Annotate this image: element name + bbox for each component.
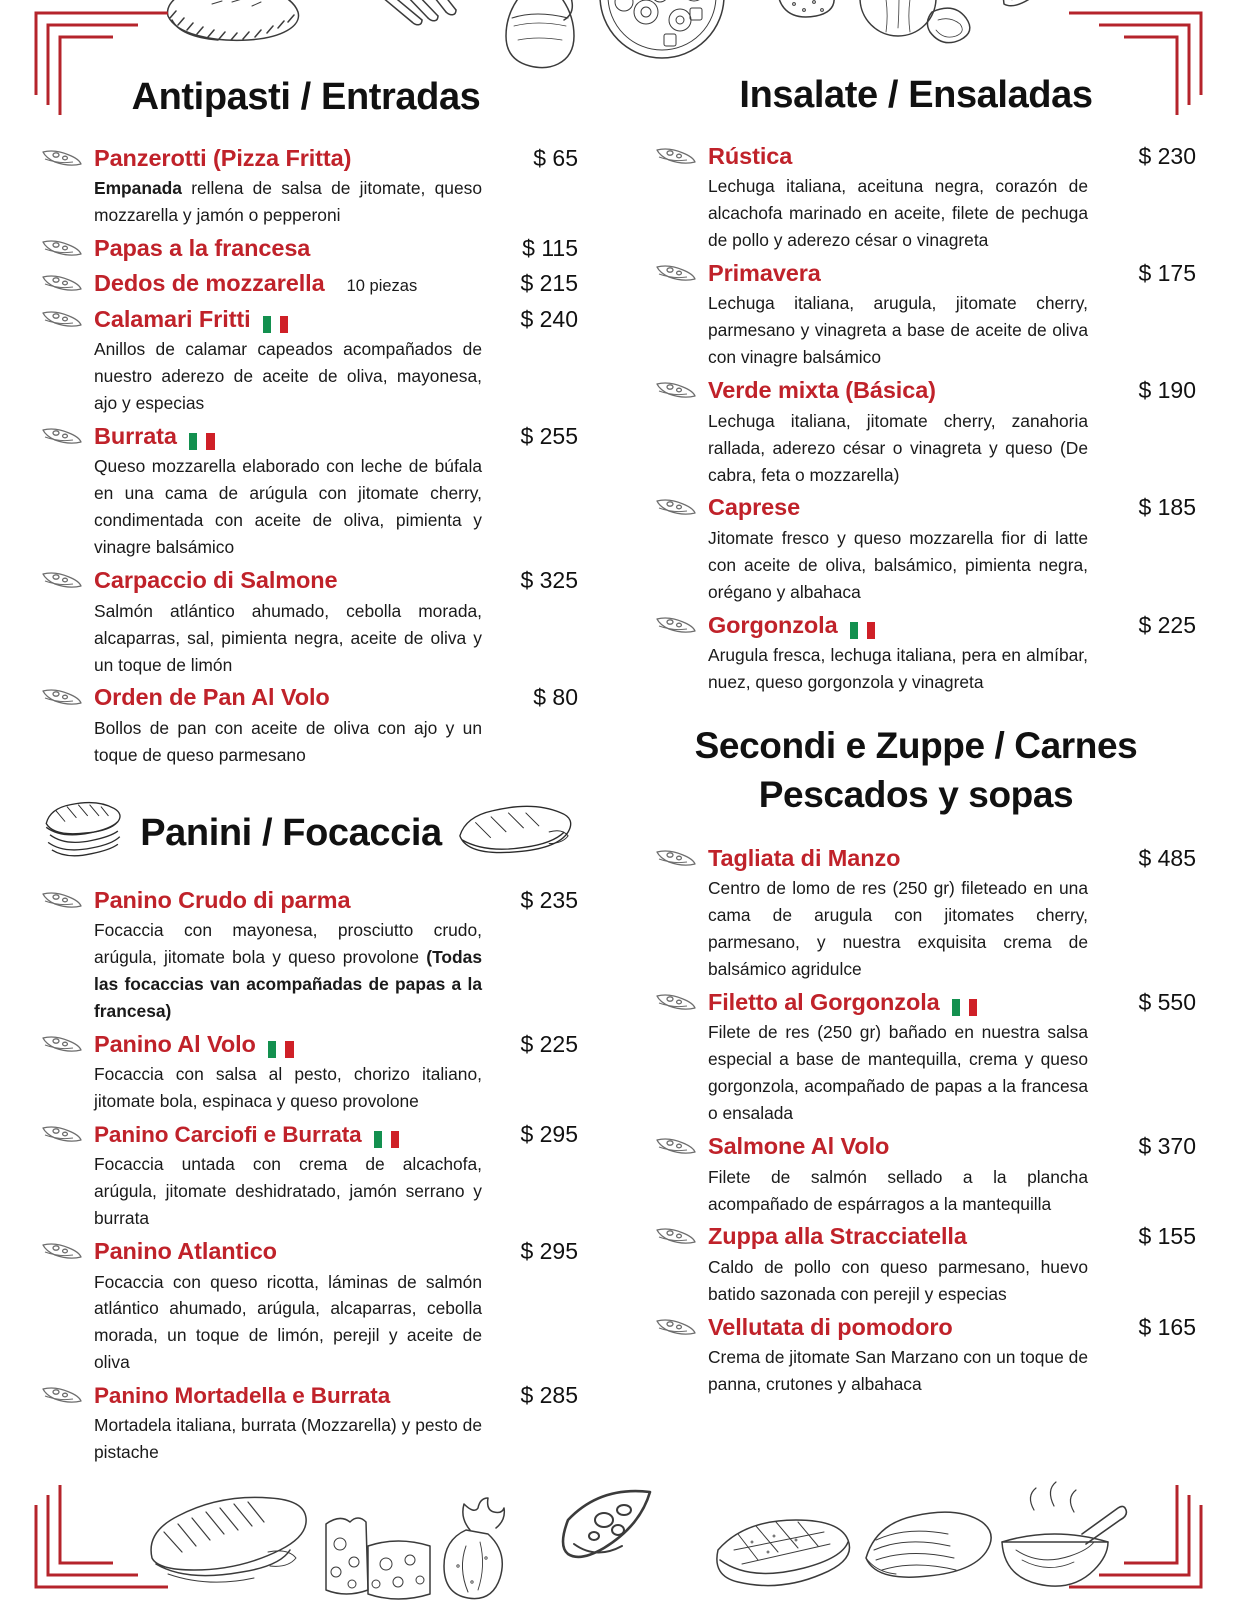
panini-sandwich-icon [40,799,126,870]
item-price: $ 255 [520,422,578,449]
pizza-slice-bullet-icon [40,1239,84,1261]
item-price: $ 155 [1138,1223,1196,1250]
item-name: Rústica [708,142,793,169]
italian-flag-icon [952,999,978,1016]
menu-item[interactable] [34,1118,578,1232]
item-price: $ 285 [520,1382,578,1409]
menu-item[interactable] [34,884,578,1025]
item-price: $ 235 [520,886,578,913]
menu-item[interactable] [636,140,1196,254]
item-price: $ 325 [520,567,578,594]
item-description: Lechuga italiana, arugula, jitomate cherry, parmesano y vinagreta a base de aceite de oliva con vinagre balsámico [708,293,1088,368]
menu-item[interactable] [34,267,578,300]
pizza-slice-bullet-icon [40,1032,84,1054]
item-description: Anillos de calamar capeados acompañados de nuestro aderezo de aceite de oliva, mayonesa, ajo y especias [94,339,482,413]
item-name: Vellutata di pomodoro [708,1313,953,1340]
item-price: $ 80 [533,684,578,711]
section-header-panini [34,799,578,870]
menu-item[interactable] [34,564,578,678]
item-description: Focaccia con queso ricotta, láminas de salmón atlántico ahumado, arúgula, alcaparras, cebolla morada, un toque de limón, perejil y aceite de oliva [94,1271,482,1373]
left-column [0,0,618,1600]
pizza-slice-bullet-icon [654,990,698,1012]
italian-flag-icon [268,1041,294,1058]
menu-item[interactable] [34,681,578,768]
item-name: Papas a la francesa [94,234,311,261]
section-title-antipasti: Antipasti / Entradas [131,76,481,118]
item-description: Filete de salmón sellado a la plancha acompañado de espárragos a la mantequilla [708,1166,1088,1214]
section-title-insalate: Insalate / Ensaladas [739,74,1093,116]
menu-item[interactable] [34,303,578,417]
item-description-text: rellena de salsa de jitomate, queso mozzarella y jamón o pepperoni [94,178,482,226]
section-antipasti [34,76,578,769]
item-description-text: Focaccia con mayonesa, prosciutto crudo, arúgula, jitomate bola y queso provolone [94,920,482,968]
item-name: Caprese [708,494,801,521]
italian-flag-icon [374,1131,400,1148]
item-description-bold: (Todas las focaccias van acompañadas de papas a la francesa) [94,947,482,1022]
item-name: Filetto al Gorgonzola [708,988,940,1015]
item-price: $ 485 [1138,844,1196,871]
pizza-slice-bullet-icon [654,1224,698,1246]
pizza-slice-bullet-icon [654,1315,698,1337]
pizza-slice-bullet-icon [40,236,84,258]
menu-item[interactable] [636,374,1196,488]
italian-flag-icon [263,316,289,333]
menu-item[interactable] [34,1379,578,1466]
item-description: Crema de jitomate San Marzano con un toque de panna, crutones y albahaca [708,1347,1088,1395]
pizza-slice-bullet-icon [654,378,698,400]
item-name: Dedos de mozzarella [94,270,325,297]
item-name: Panino Atlantico [94,1238,277,1265]
italian-flag-icon [189,433,215,450]
item-description: Focaccia untada con crema de alcachofa, arúgula, jitomate deshidratado, jamón serrano y burrata [94,1154,482,1229]
section-insalate [636,74,1196,696]
item-description: Mortadela italiana, burrata (Mozzarella) y pesto de pistache [94,1415,482,1463]
menu-item[interactable] [636,842,1196,983]
pizza-slice-bullet-icon [40,1122,84,1144]
item-description: Bollos de pan con aceite de oliva con ajo y un toque de queso parmesano [94,717,482,765]
menu-item[interactable] [34,1028,578,1115]
item-price: $ 370 [1138,1133,1196,1160]
item-price: $ 225 [520,1031,578,1057]
item-name: Panino Carciofi e Burrata [94,1122,362,1148]
menu-item[interactable] [636,609,1196,696]
pizza-slice-bullet-icon [40,424,84,446]
item-description: Jitomate fresco y queso mozzarella fior di latte con aceite de oliva, balsámico, pimienta negra, orégano y albahaca [708,527,1088,602]
item-name: Tagliata di Manzo [708,844,901,871]
item-name: Carpaccio di Salmone [94,567,338,594]
pizza-slice-bullet-icon [654,144,698,166]
item-name: Panino Crudo di parma [94,886,351,913]
item-description: Lechuga italiana, aceituna negra, corazón de alcachofa marinado en aceite, filete de pechuga de pollo y aderezo césar o vinagreta [708,176,1088,250]
item-price: $ 65 [533,144,578,171]
section-secondi [636,722,1196,1398]
section-panini [34,799,578,1466]
item-price: $ 115 [522,234,578,261]
italian-flag-icon [850,622,876,639]
pizza-slice-bullet-icon [40,685,84,707]
item-description: Centro de lomo de res (250 gr) fileteado en una cama de arugula con jitomates cherry, parmesano, y nuestra exquisita crema de balsámico agridulce [708,878,1088,979]
item-description [94,175,484,229]
item-price: $ 185 [1138,494,1196,521]
item-name: Calamari Fritti [94,305,251,332]
item-price: $ 240 [520,305,578,332]
item-description: Salmón atlántico ahumado, cebolla morada, alcaparras, sal, pimienta negra, aceite de oliva y un toque de limón [94,600,482,675]
item-price: $ 215 [520,270,578,297]
item-description: Focaccia con salsa al pesto, chorizo italiano, jitomate bola, espinaca y queso provolone [94,1064,482,1112]
pizza-slice-bullet-icon [40,271,84,293]
pizza-slice-bullet-icon [40,1383,84,1405]
item-description [94,917,484,1025]
item-description-bold: Empanada [94,178,182,199]
item-name: Panino Mortadella e Burrata [94,1383,391,1409]
pizza-slice-bullet-icon [654,1134,698,1156]
item-name: Primavera [708,259,821,286]
item-quantity-note: 10 piezas [346,277,418,296]
pizza-slice-bullet-icon [654,261,698,283]
item-price: $ 295 [520,1238,578,1265]
menu-item[interactable] [636,257,1196,371]
item-name: Panino Al Volo [94,1031,256,1057]
focaccia-bread-icon [456,803,572,866]
section-title-panini: Panini / Focaccia [140,812,442,855]
item-price: $ 175 [1138,259,1196,286]
menu-item[interactable] [34,142,578,229]
item-price: $ 190 [1138,377,1196,404]
pizza-slice-bullet-icon [40,307,84,329]
menu-item[interactable] [34,1235,578,1376]
menu-item[interactable] [636,986,1196,1127]
item-description: Filete de res (250 gr) bañado en nuestra salsa especial a base de mantequilla, crema y queso gorgonzola, acompañado de papas a la francesa o ensalada [708,1022,1088,1124]
item-name: Salmone Al Volo [708,1133,890,1160]
section-title-secondi-line1: Secondi e Zuppe / Carnes [694,725,1138,767]
section-title-secondi-line2: Pescados y sopas [758,773,1074,815]
item-list-secondi [636,842,1196,1398]
item-name: Gorgonzola [708,611,838,638]
item-name: Verde mixta (Básica) [708,377,936,404]
menu-item[interactable] [636,1130,1196,1217]
item-price: $ 225 [1138,611,1196,638]
right-column [618,0,1236,1600]
item-price: $ 295 [520,1121,578,1148]
pizza-slice-bullet-icon [40,568,84,590]
item-price: $ 165 [1138,1313,1196,1340]
item-list-panini [34,884,578,1466]
item-list-insalate [636,140,1196,696]
item-description: Lechuga italiana, jitomate cherry, zanahoria rallada, aderezo césar o vinagreta y queso (De cabra, feta o mozzarella) [708,410,1088,485]
menu-item[interactable] [636,1311,1196,1398]
item-name: Panzerotti (Pizza Fritta) [94,144,352,171]
menu-item[interactable] [34,420,578,561]
item-name: Burrata [94,422,177,449]
item-description: Caldo de pollo con queso parmesano, huevo batido sazonada con perejil y especias [708,1256,1088,1304]
pizza-slice-bullet-icon [654,846,698,868]
menu-item[interactable] [636,1220,1196,1307]
item-price: $ 230 [1138,142,1196,169]
item-description: Arugula fresca, lechuga italiana, pera en almíbar, nuez, queso gorgonzola y vinagreta [708,645,1088,693]
item-name: Orden de Pan Al Volo [94,684,330,711]
pizza-slice-bullet-icon [654,495,698,517]
menu-item[interactable] [34,232,578,265]
section-title-secondi [636,722,1196,820]
pizza-slice-bullet-icon [654,613,698,635]
item-list-antipasti [34,142,578,769]
item-name: Zuppa alla Stracciatella [708,1223,967,1250]
item-description: Queso mozzarella elaborado con leche de búfala en una cama de arúgula con jitomate cherry, condimentada con aceite de oliva, pimienta y vinagre balsámico [94,456,482,558]
menu-item[interactable] [636,491,1196,605]
item-price: $ 550 [1138,988,1196,1015]
pizza-slice-bullet-icon [40,888,84,910]
pizza-slice-bullet-icon [40,146,84,168]
